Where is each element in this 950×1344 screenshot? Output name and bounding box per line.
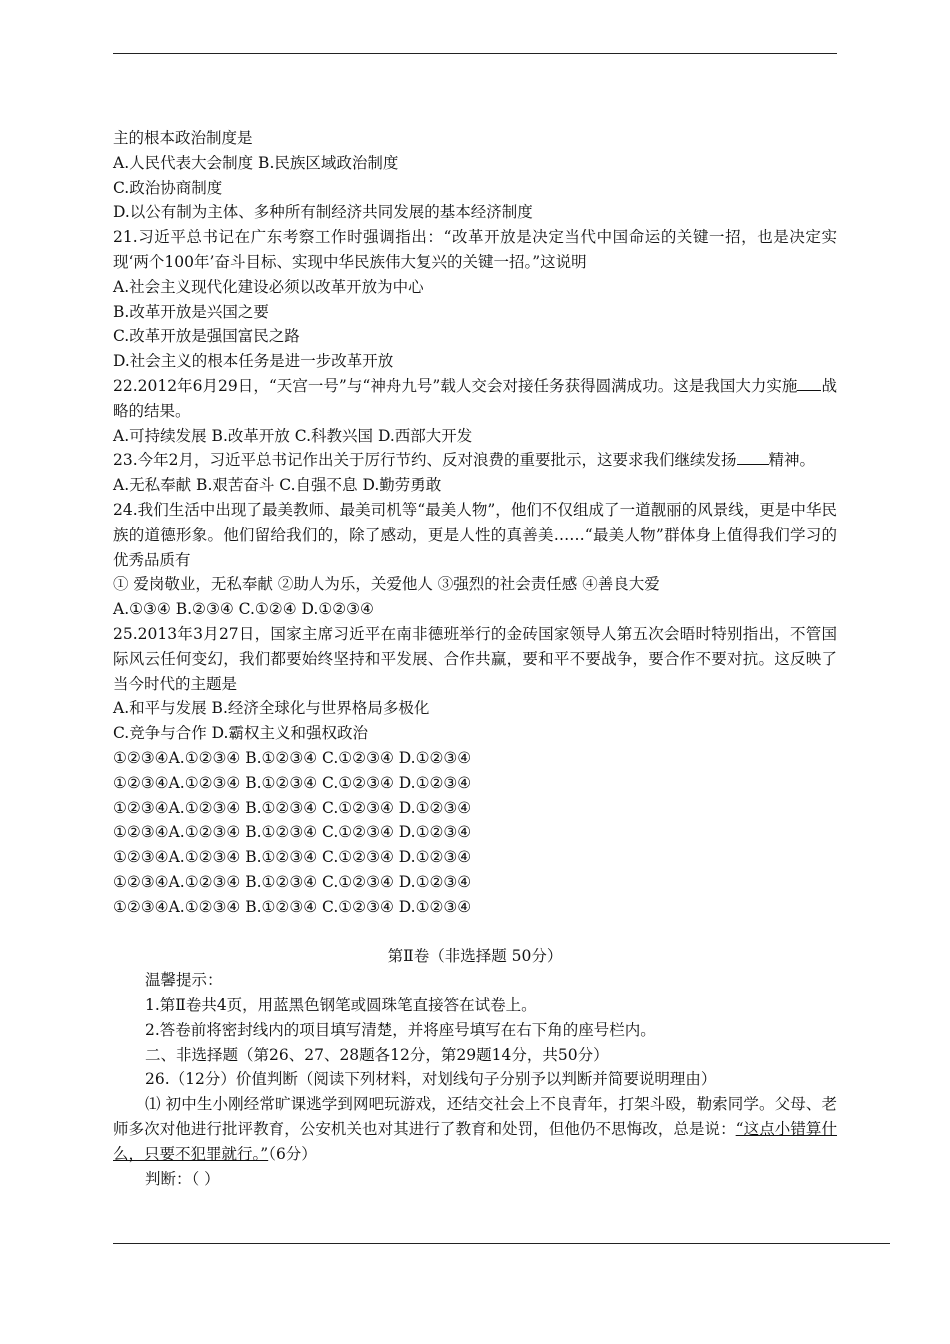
repeat-line: ①②③④A.①②③④ B.①②③④ C.①②③④ D.①②③④ — [113, 748, 472, 767]
q23-options: A.无私奉献 B.艰苦奋斗 C.自强不息 D.勤劳勇敢 — [113, 476, 442, 495]
q22-options: A.可持续发展 B.改革开放 C.科教兴国 D.西部大开发 — [113, 426, 473, 445]
header-rule — [113, 53, 837, 54]
q20-options-ab: A.人民代表大会制度 B.民族区域政治制度 — [113, 153, 399, 172]
q22-answer-blank — [797, 390, 821, 391]
q23-answer-blank — [737, 464, 769, 465]
q21-option-c: C.改革开放是强国富民之路 — [113, 327, 300, 346]
tip-2: 2.答卷前将密封线内的项目填写清楚，并将座号填写在右下角的座号栏内。 — [145, 1020, 656, 1039]
q22-stem-after: 战略的结果。 — [113, 376, 837, 420]
exam-page-content — [113, 126, 837, 1191]
q23-stem — [113, 448, 837, 473]
tip-label: 温馨提示： — [145, 971, 223, 990]
q24-options: A.①③④ B.②③④ C.①②④ D.①②③④ — [113, 600, 374, 619]
repeat-line: ①②③④A.①②③④ B.①②③④ C.①②③④ D.①②③④ — [113, 823, 472, 842]
repeat-line: ①②③④A.①②③④ B.①②③④ C.①②③④ D.①②③④ — [113, 773, 472, 792]
q20-option-c: C.政治协商制度 — [113, 178, 223, 197]
q23-stem-before: 23.今年2月，习近平总书记作出关于厉行节约、反对浪费的重要批示，这要求我们继续发扬 — [113, 451, 737, 470]
q26-material-text: ⑴ 初中生小刚经常旷课逃学到网吧玩游戏，还结交社会上不良青年，打架斗殴，勒索同学。父母、老师多次对他进行批评教育，公安机关也对其进行了教育和处罚，但他仍不思悔改，总是说： — [113, 1095, 837, 1139]
tip-1: 1.第Ⅱ卷共4页，用蓝黑色钢笔或圆珠笔直接答在试卷上。 — [145, 996, 537, 1015]
q21-option-a: A.社会主义现代化建设必须以改革开放为中心 — [113, 277, 424, 296]
q25-options-cd: C.竞争与合作 D.霸权主义和强权政治 — [113, 724, 368, 743]
q23-stem-after: 精神。 — [768, 451, 816, 470]
repeat-line: ①②③④A.①②③④ B.①②③④ C.①②③④ D.①②③④ — [113, 897, 472, 916]
q26-material — [113, 1092, 837, 1166]
q25-options-ab: A.和平与发展 B.经济全球化与世界格局多极化 — [113, 699, 430, 718]
repeat-line: ①②③④A.①②③④ B.①②③④ C.①②③④ D.①②③④ — [113, 872, 472, 891]
q25-stem: 25.2013年3月27日，国家主席习近平在南非德班举行的金砖国家领导人第五次会晤时特别指出，不管国际风云任何变幻，我们都要始终坚持和平发展、合作共赢，要和平不要战争，要合作不要对抗。这反映了当今时代的主题是 — [113, 624, 837, 693]
q26-underlined-sentence: “这点小错算什么，只要不犯罪就行。” — [113, 1120, 837, 1163]
part2-title: 第Ⅱ卷（非选择题 50分） — [387, 946, 563, 965]
q24-stem: 24.我们生活中出现了最美教师、最美司机等“最美人物”，他们不仅组成了一道靓丽的风景线，更是中华民族的道德形象。他们留给我们的，除了感动，更是人性的真善美……“最美人物”群体身上值得我们学习的优秀品质有 — [113, 500, 837, 569]
judgement-field: 判断：（ ） — [145, 1169, 220, 1188]
q20-option-d: D.以公有制为主体、多种所有制经济共同发展的基本经济制度 — [113, 203, 533, 222]
q21-option-d: D.社会主义的根本任务是进一步改革开放 — [113, 352, 394, 371]
q21-stem: 21.习近平总书记在广东考察工作时强调指出：“改革开放是决定当代中国命运的关键一招，也是决定实现‘两个100年’奋斗目标、实现中华民族伟大复兴的关键一招。”这说明 — [113, 228, 837, 271]
repeat-line: ①②③④A.①②③④ B.①②③④ C.①②③④ D.①②③④ — [113, 848, 472, 867]
q22-stem — [113, 374, 837, 424]
q21-option-b: B.改革开放是兴国之要 — [113, 302, 269, 321]
q20-stem-end: 主的根本政治制度是 — [113, 129, 253, 147]
section-heading: 二、非选择题（第26、27、28题各12分，第29题14分，共50分） — [145, 1045, 609, 1064]
repeat-line: ①②③④A.①②③④ B.①②③④ C.①②③④ D.①②③④ — [113, 798, 472, 817]
q22-stem-before: 22.2012年6月29日，“天宫一号”与“神舟九号”载人交会对接任务获得圆满成功。这是我国大力实施 — [113, 376, 798, 395]
q26-points: （6分） — [268, 1144, 317, 1163]
footer-rule — [113, 1243, 890, 1244]
q26-heading: 26.（12分）价值判断（阅读下列材料，对划线句子分别予以判断并简要说明理由） — [145, 1070, 717, 1089]
q24-items: ① 爱岗敬业，无私奉献 ②助人为乐，关爱他人 ③强烈的社会责任感 ④善良大爱 — [113, 575, 660, 594]
